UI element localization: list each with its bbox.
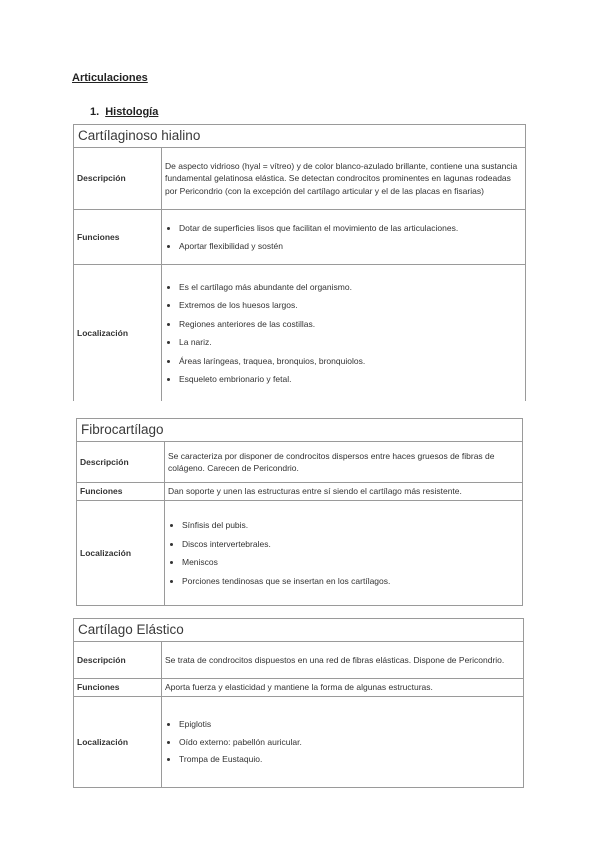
localizacion-list <box>165 718 520 766</box>
list-item: • La nariz. <box>179 336 522 349</box>
descripcion-text: De aspecto vidrioso (hyal = vítreo) y de color blanco-azulado brillante, contiene una sustancia fundamental gelatinosa elástica. Se detectan condrocitos prominentes en lagunas rodeadas por Pericondrio (con la excepción del cartílago articular y el de las placas en fisarias) <box>162 148 526 210</box>
funciones-label: Funciones <box>74 679 162 697</box>
list-item: • Trompa de Eustaquio. <box>179 753 520 766</box>
localizacion-cell <box>162 265 526 402</box>
list-item: • Aportar flexibilidad y sostén <box>179 240 522 253</box>
localizacion-label: Localización <box>74 265 162 402</box>
list-item: • Áreas laríngeas, traquea, bronquios, bronquiolos. <box>179 355 522 368</box>
table-cartilago-hialino <box>73 124 526 401</box>
table-fibrocartilago <box>76 418 523 606</box>
list-item: • Epiglotis <box>179 718 520 731</box>
funciones-cell <box>162 210 526 265</box>
localizacion-list <box>165 281 522 386</box>
section-title: Histología <box>105 106 159 118</box>
descripcion-text: Se caracteriza por disponer de condrocitos dispersos entre haces gruesos de fibras de colágeno. Carecen de Pericondrio. <box>165 442 523 483</box>
list-item: • Oído externo: pabellón auricular. <box>179 736 520 749</box>
localizacion-cell <box>162 697 524 788</box>
localizacion-cell <box>165 501 523 606</box>
document-title: Articulaciones <box>72 72 148 84</box>
descripcion-text: Se trata de condrocitos dispuestos en una red de fibras elásticas. Dispone de Pericondrio. <box>162 642 524 679</box>
funciones-list <box>165 222 522 253</box>
list-item: • Esqueleto embrionario y fetal. <box>179 373 522 386</box>
table-title: Fibrocartílago <box>77 419 523 442</box>
descripcion-label: Descripción <box>74 148 162 210</box>
localizacion-label: Localización <box>74 697 162 788</box>
descripcion-label: Descripción <box>74 642 162 679</box>
table-title: Cartílaginoso hialino <box>74 125 526 148</box>
funciones-label: Funciones <box>74 210 162 265</box>
funciones-text: Aporta fuerza y elasticidad y mantiene la forma de algunas estructuras. <box>162 679 524 697</box>
funciones-label: Funciones <box>77 483 165 501</box>
list-item: • Extremos de los huesos largos. <box>179 299 522 312</box>
funciones-text: Dan soporte y unen las estructuras entre sí siendo el cartílago más resistente. <box>165 483 523 501</box>
list-item: • Es el cartílago más abundante del organismo. <box>179 281 522 294</box>
section-number: 1. <box>90 106 100 118</box>
localizacion-list <box>168 519 519 587</box>
localizacion-label: Localización <box>77 501 165 606</box>
list-item: • Discos intervertebrales. <box>182 538 519 551</box>
list-item: • Dotar de superficies lisos que facilitan el movimiento de las articulaciones. <box>179 222 522 235</box>
list-item: • Sínfisis del pubis. <box>182 519 519 532</box>
table-cartilago-elastico <box>73 618 524 788</box>
list-item: • Porciones tendinosas que se insertan en los cartílagos. <box>182 575 519 588</box>
section-heading <box>90 106 158 118</box>
table-title: Cartílago Elástico <box>74 619 524 642</box>
list-item: • Regiones anteriores de las costillas. <box>179 318 522 331</box>
descripcion-label: Descripción <box>77 442 165 483</box>
list-item: • Meniscos <box>182 556 519 569</box>
